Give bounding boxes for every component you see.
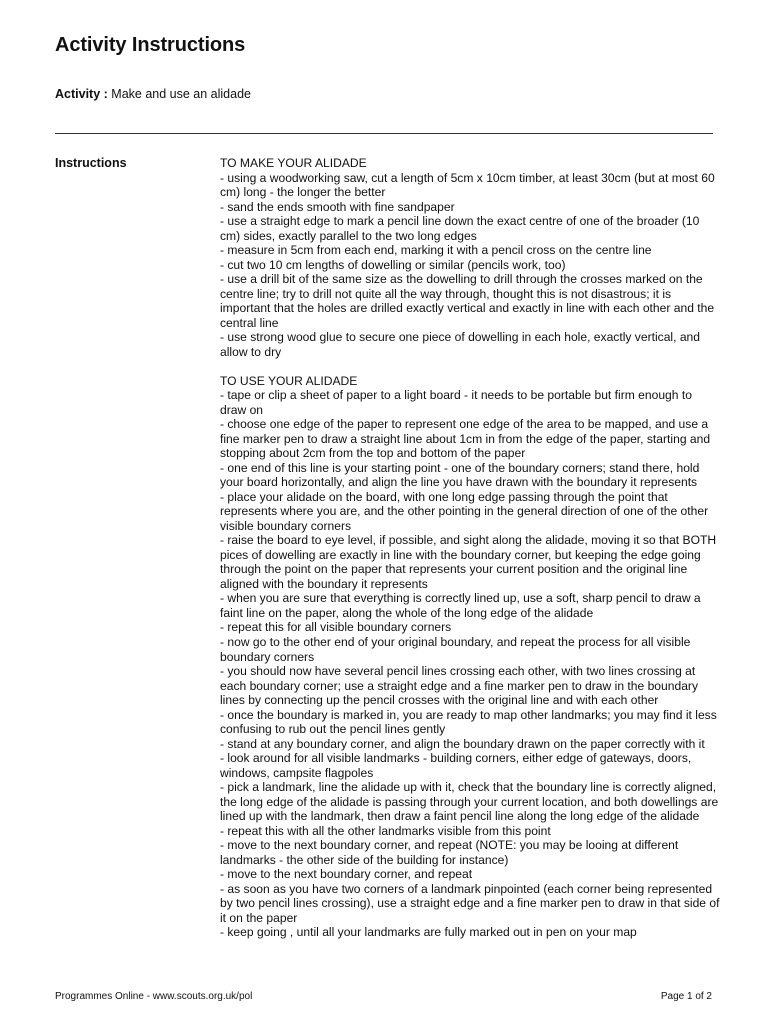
footer-page-number: Page 1 of 2 <box>660 991 712 1002</box>
instructions-label: Instructions <box>55 156 127 170</box>
page-title: Activity Instructions <box>55 34 246 56</box>
activity-line <box>55 87 251 101</box>
footer-source: Programmes Online - www.scouts.org.uk/pol <box>55 991 253 1002</box>
use-alidade-instructions: TO USE YOUR ALIDADE - tape or clip a sheet of paper to a light board - it needs to be portable but firm enough to draw on - choose one edge of the paper to represent one edge of the area to be mapped, and use a fine marker pen to draw a straight line about 1cm in from the edge of the paper, starting and stopping about 2cm from the top and bottom of the paper - one end of this line is your starting point - one of the boundary corners; stand there, hold your board horizontally, and align the line you have drawn with the boundary it represents - place your alidade on the board, with one long edge passing through the point that represents where you are, and the other pointing in the general direction of one of the other visible boundary corners - raise the board to eye level, if possible, and sight along the alidade, moving it so that BOTH pices of dowelling are exactly in line with the boundary corner, but keeping the edge going through the point on the paper that represents your current position and the original line aligned with the boundary it represents - when you are sure that everything is correctly lined up, use a soft, sharp pencil to draw a faint line on the paper, along the whole of the long edge of the alidade - repeat this for all visible boundary corners - now go to the other end of your original boundary, and repeat the process for all visible boundary corners - you should now have several pencil lines crossing each other, with two lines crossing at each boundary corner; use a straight edge and a fine marker pen to draw in the boundary lines by connecting up the pencil crosses with the original line and with each other - once the boundary is marked in, you are ready to map other landmarks; you may find it less confusing to rub out the pencil lines gently - stand at any boundary corner, and align the boundary drawn on the paper correctly with it - look around for all visible landmarks - building corners, either edge of gateways, doors, windows, campsite flagpoles - pick a landmark, line the alidade up with it, check that the boundary line is correctly aligned, the long edge of the alidade is passing through your current location, and both dowellings are lined up with the landmark, then draw a faint pencil line along the long edge of the alidade - repeat this with all the other landmarks visible from this point - move to the next boundary corner, and repeat (NOTE: you may be looing at different landmarks - the other side of the building for instance) - move to the next boundary corner, and repeat - as soon as you have two corners of a landmark pinpointed (each corner being represented by two pencil lines crossing), use a straight edge and a fine marker pen to draw in that side of it on the paper - keep going , until all your landmarks are fully marked out in pen on your map <box>220 373 720 940</box>
make-alidade-instructions: TO MAKE YOUR ALIDADE - using a woodworking saw, cut a length of 5cm x 10cm timber, at least 30cm (but at most 60 cm) long - the longer the better - sand the ends smooth with fine sandpaper - use a straight edge to mark a pencil line down the exact centre of one of the broader (10 cm) sides, exactly parallel to the two long edges - measure in 5cm from each end, marking it with a pencil cross on the centre line - cut two 10 cm lengths of dowelling or similar (pencils work, too) - use a drill bit of the same size as the dowelling to drill through the crosses marked on the centre line; try to drill not quite all the way through, thought this is not disastrous; it is important that the holes are drilled exactly vertical and exactly in line with each other and the central line - use strong wood glue to secure one piece of dowelling in each hole, exactly vertical, and allow to dry <box>220 156 715 359</box>
instructions-body <box>220 156 720 940</box>
section-divider <box>55 133 713 134</box>
activity-value: Make and use an alidade <box>111 87 251 101</box>
activity-label: Activity : <box>55 87 108 101</box>
